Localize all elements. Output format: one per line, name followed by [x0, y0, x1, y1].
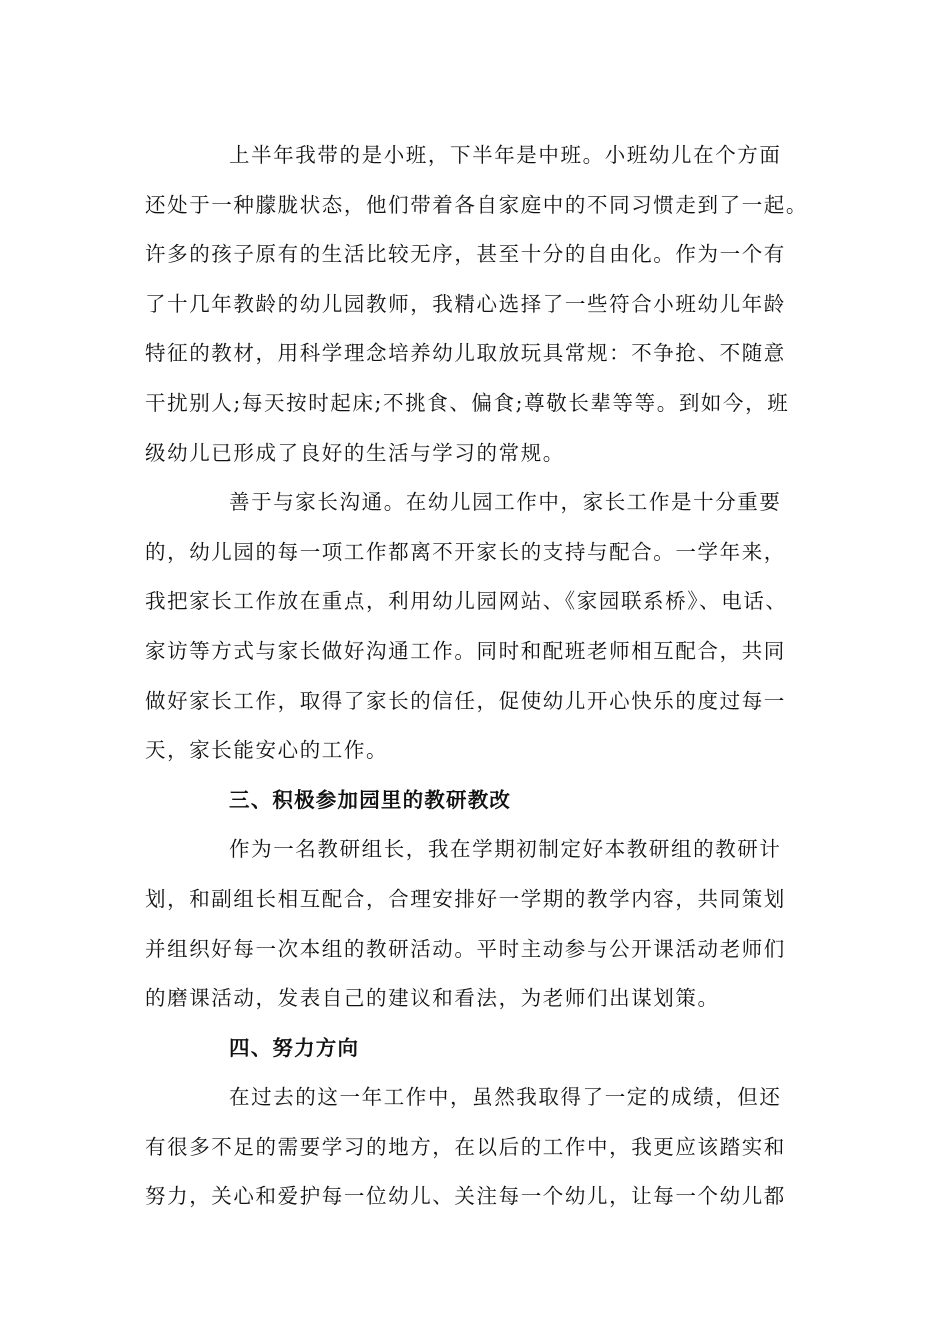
text-line: 天，家长能安心的工作。 — [145, 738, 389, 763]
document-body — [145, 131, 810, 1222]
section-heading: 三、积极参加园里的教研教改 — [229, 787, 512, 812]
text-line: 上半年我带的是小班，下半年是中班。小班幼儿在个方面 — [229, 143, 782, 167]
text-line: 我把家长工作放在重点，利用幼儿园网站、《家园联系桥》、电话、 — [145, 589, 788, 614]
text-line: 划，和副组长相互配合，合理安排好一学期的教学内容，共同策划 — [145, 886, 786, 911]
section-heading: 四、努力方向 — [229, 1035, 360, 1060]
text-line: 做好家长工作，取得了家长的信任，促使幼儿开心快乐的度过每一 — [145, 688, 786, 713]
text-line: 在过去的这一年工作中，虽然我取得了一定的成绩，但还 — [229, 1085, 782, 1110]
text-line: 有很多不足的需要学习的地方，在以后的工作中，我更应该踏实和 — [145, 1134, 786, 1159]
text-line: 干扰别人;每天按时起床;不挑食、偏食;尊敬长辈等等。到如今，班 — [145, 390, 790, 415]
text-line: 努力，关心和爱护每一位幼儿、关注每一个幼儿，让每一个幼儿都 — [145, 1184, 786, 1209]
text-line: 许多的孩子原有的生活比较无序，甚至十分的自由化。作为一个有 — [145, 242, 786, 267]
text-line: 还处于一种朦胧状态，他们带着各自家庭中的不同习惯走到了一起。 — [145, 192, 808, 217]
text-line: 的磨课活动，发表自己的建议和看法，为老师们出谋划策。 — [145, 986, 720, 1011]
text-line: 善于与家长沟通。在幼儿园工作中，家长工作是十分重要 — [229, 490, 782, 515]
text-line: 特征的教材，用科学理念培养幼儿取放玩具常规：不争抢、不随意 — [145, 341, 786, 366]
text-line: 并组织好每一次本组的教研活动。平时主动参与公开课活动老师们 — [145, 936, 786, 961]
text-line: 家访等方式与家长做好沟通工作。同时和配班老师相互配合，共同 — [145, 638, 786, 663]
text-line: 级幼儿已形成了良好的生活与学习的常规。 — [145, 440, 565, 465]
text-line: 的，幼儿园的每一项工作都离不开家长的支持与配合。一学年来， — [145, 539, 786, 564]
text-line: 了十几年教龄的幼儿园教师，我精心选择了一些符合小班幼儿年龄 — [145, 291, 786, 316]
text-line: 作为一名教研组长，我在学期初制定好本教研组的教研计 — [229, 837, 782, 862]
